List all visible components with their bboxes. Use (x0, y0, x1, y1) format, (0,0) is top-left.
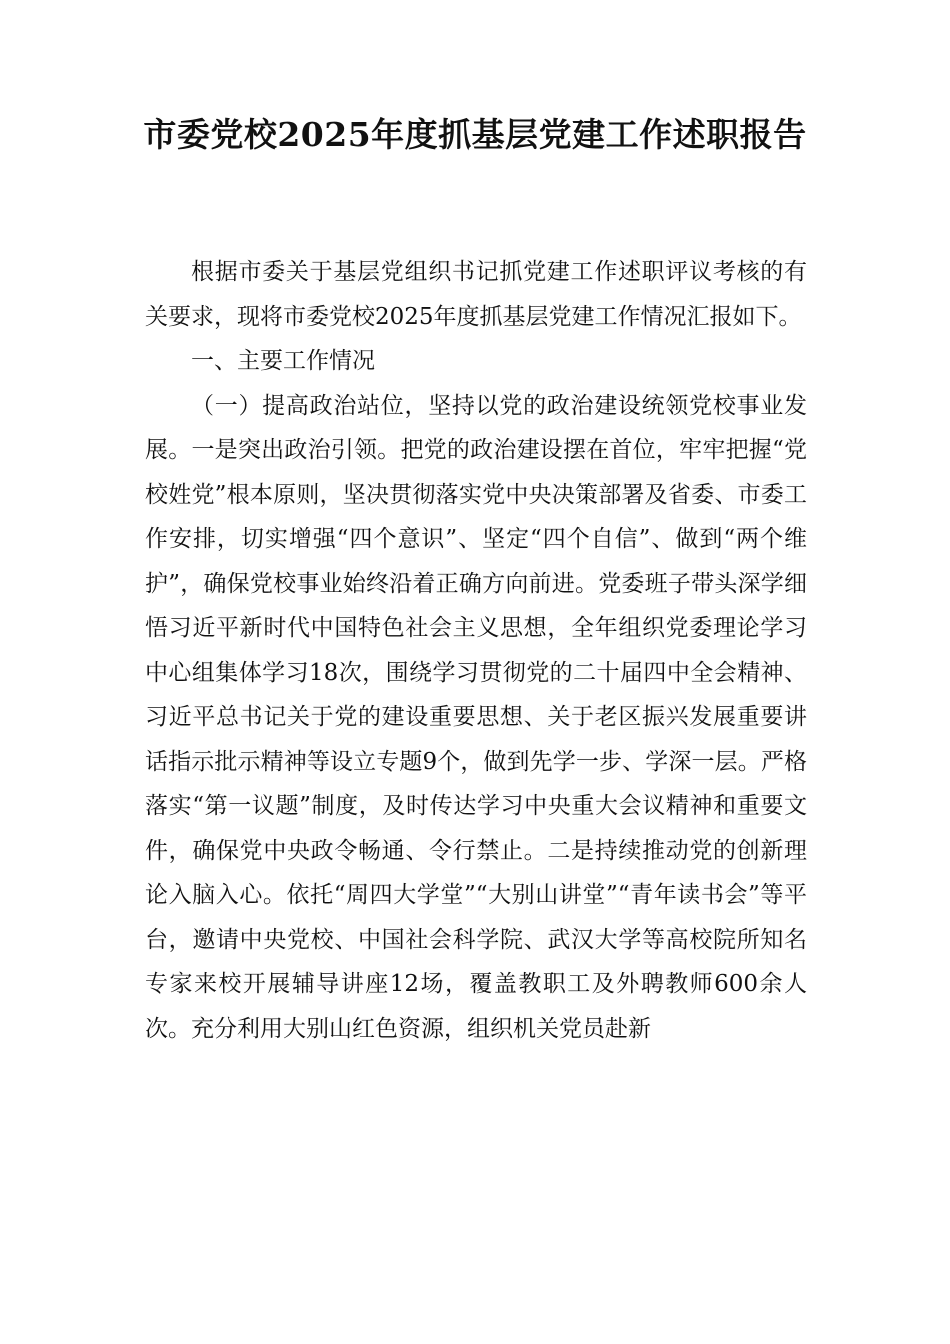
subsection-body: 一是突出政治引领。把党的政治建设摆在首位，牢牢把握“党校姓党”根本原则，坚决贯彻落实党中央决策部署及省委、市委工作安排，切实增强“四个意识”、坚定“四个自信”、做到“两个维护”，确保党校事业始终沿着正确方向前进。党委班子带头深学细悟习近平新时代中国特色社会主义思想，全年组织党委理论学习中心组集体学习18次，围绕学习贯彻党的二十届四中全会精神、习近平总书记关于党的建设重要思想、关于老区振兴发展重要讲话指示批示精神等设立专题9个，做到先学一步、学深一层。严格落实“第一议题”制度，及时传达学习中央重大会议精神和重要文件，确保党中央政令畅通、令行禁止。二是持续推动党的创新理论入脑入心。依托“周四大学堂”“大别山讲堂”“青年读书会”等平台，邀请中央党校、中国社会科学院、武汉大学等高校院所知名专家来校开展辅导讲座12场，覆盖教职工及外聘教师600余人次。充分利用大别山红色资源，组织机关党员赴新 (145, 437, 808, 1042)
section-heading: 一、主要工作情况 (191, 348, 375, 374)
intro-paragraph: 根据市委关于基层党组织书记抓党建工作述职评议考核的有关要求，现将市委党校2025年度抓基层党建工作情况汇报如下。 (145, 259, 807, 330)
subsection-title: （一）提高政治站位，坚持以党的政治建设统领党校事业发展。 (145, 392, 807, 463)
subsection-paragraph (145, 384, 807, 1052)
document-title: 市委党校2025年度抓基层党建工作述职报告 (143, 115, 807, 154)
document-body (145, 250, 807, 1051)
